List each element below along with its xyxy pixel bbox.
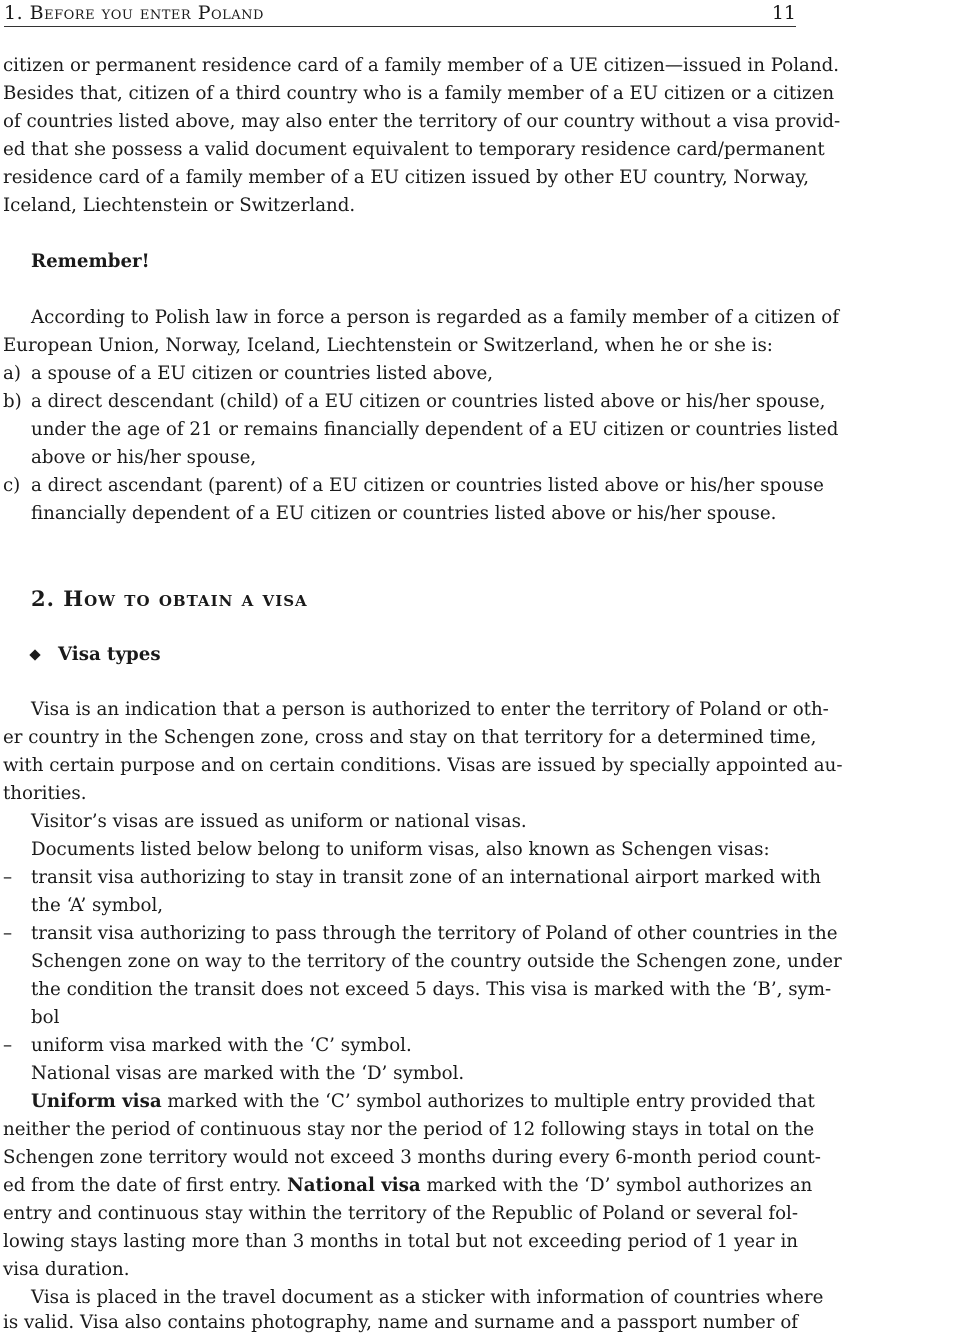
uniform-visa-term: Uniform visa — [31, 1091, 162, 1112]
list-item: financially dependent of a EU citizen or countries listed above or his/her spouse. — [31, 503, 777, 524]
body-line: National visas are marked with the ‘D’ symbol. — [31, 1063, 465, 1084]
body-line: Visa is an indication that a person is authorized to enter the territory of Poland or oth- — [31, 699, 829, 720]
national-visa-term: National visa — [287, 1175, 421, 1196]
body-line: ed from the date of first entry. National visa marked with the ‘D’ symbol authorizes an — [3, 1175, 813, 1196]
body-line: is valid. Visa also contains photography, name and surname and a passport number of — [3, 1312, 798, 1333]
body-line: of countries listed above, may also enter the territory of our country without a visa provid- — [3, 111, 841, 132]
list-item: under the age of 21 or remains financially dependent of a EU citizen or countries listed — [31, 419, 839, 440]
dash-marker: – — [3, 1035, 13, 1056]
list-item: uniform visa marked with the ‘C’ symbol. — [31, 1035, 412, 1056]
list-item: the ‘A’ symbol, — [31, 895, 164, 916]
list-item: a direct ascendant (parent) of a EU citizen or countries listed above or his/her spouse — [31, 475, 824, 496]
list-item: the condition the transit does not exceed 5 days. This visa is marked with the ‘B’, sym- — [31, 979, 832, 1000]
section-heading: 2. How to obtain a visa — [31, 586, 308, 611]
body-line: visa duration. — [3, 1259, 130, 1280]
body-line: with certain purpose and on certain conditions. Visas are issued by specially appointed au- — [3, 755, 843, 776]
body-line: residence card of a family member of a EU citizen issued by other EU country, Norway, — [3, 167, 810, 188]
body-line: According to Polish law in force a person is regarded as a family member of a citizen of — [31, 307, 839, 328]
list-item: Schengen zone on way to the territory of the country outside the Schengen zone, under — [31, 951, 842, 972]
body-line: Iceland, Liechtenstein or Switzerland. — [3, 195, 356, 216]
body-line: citizen or permanent residence card of a family member of a UE citizen—issued in Poland. — [3, 55, 839, 76]
body-line: entry and continuous stay within the territory of the Republic of Poland or several fol- — [3, 1203, 798, 1224]
body-line: lowing stays lasting more than 3 months in total but not exceeding period of 1 year in — [3, 1231, 798, 1252]
list-item: above or his/her spouse, — [31, 447, 257, 468]
dash-marker: – — [3, 923, 13, 944]
dash-marker: – — [3, 867, 13, 888]
body-line: Visitor’s visas are issued as uniform or national visas. — [31, 811, 527, 832]
body-line: ed that she possess a valid document equivalent to temporary residence card/permanent — [3, 139, 825, 160]
list-item: a direct descendant (child) of a EU citizen or countries listed above or his/her spouse, — [31, 391, 826, 412]
list-item: transit visa authorizing to stay in transit zone of an international airport marked with — [31, 867, 821, 888]
list-item: transit visa authorizing to pass through the territory of Poland of other countries in the — [31, 923, 838, 944]
list-item: a spouse of a EU citizen or countries listed above, — [31, 363, 493, 384]
body-line: Schengen zone territory would not exceed 3 months during every 6-month period count- — [3, 1147, 821, 1168]
list-label: c) — [3, 475, 21, 496]
body-line: European Union, Norway, Iceland, Liechtenstein or Switzerland, when he or she is: — [3, 335, 773, 356]
list-item: bol — [31, 1007, 60, 1028]
page-number: 11 — [771, 2, 796, 24]
section-title: 1. Before you enter Poland — [4, 2, 264, 24]
body-line: Besides that, citizen of a third country who is a family member of a EU citizen or a citizen — [3, 83, 835, 104]
list-label: a) — [3, 363, 21, 384]
bullet-icon — [29, 649, 40, 660]
remember-heading: Remember! — [31, 251, 150, 272]
list-label: b) — [3, 391, 22, 412]
body-line: Visa is placed in the travel document as a sticker with information of countries where — [31, 1287, 824, 1308]
body-line: neither the period of continuous stay nor the period of 12 following stays in total on the — [3, 1119, 815, 1140]
subheading: Visa types — [58, 644, 161, 665]
body-line: Uniform visa marked with the ‘C’ symbol authorizes to multiple entry provided that — [31, 1091, 815, 1112]
body-line: er country in the Schengen zone, cross and stay on that territory for a determined time, — [3, 727, 817, 748]
body-line: thorities. — [3, 783, 87, 804]
running-header — [4, 0, 796, 27]
body-line: Documents listed below belong to uniform visas, also known as Schengen visas: — [31, 839, 770, 860]
